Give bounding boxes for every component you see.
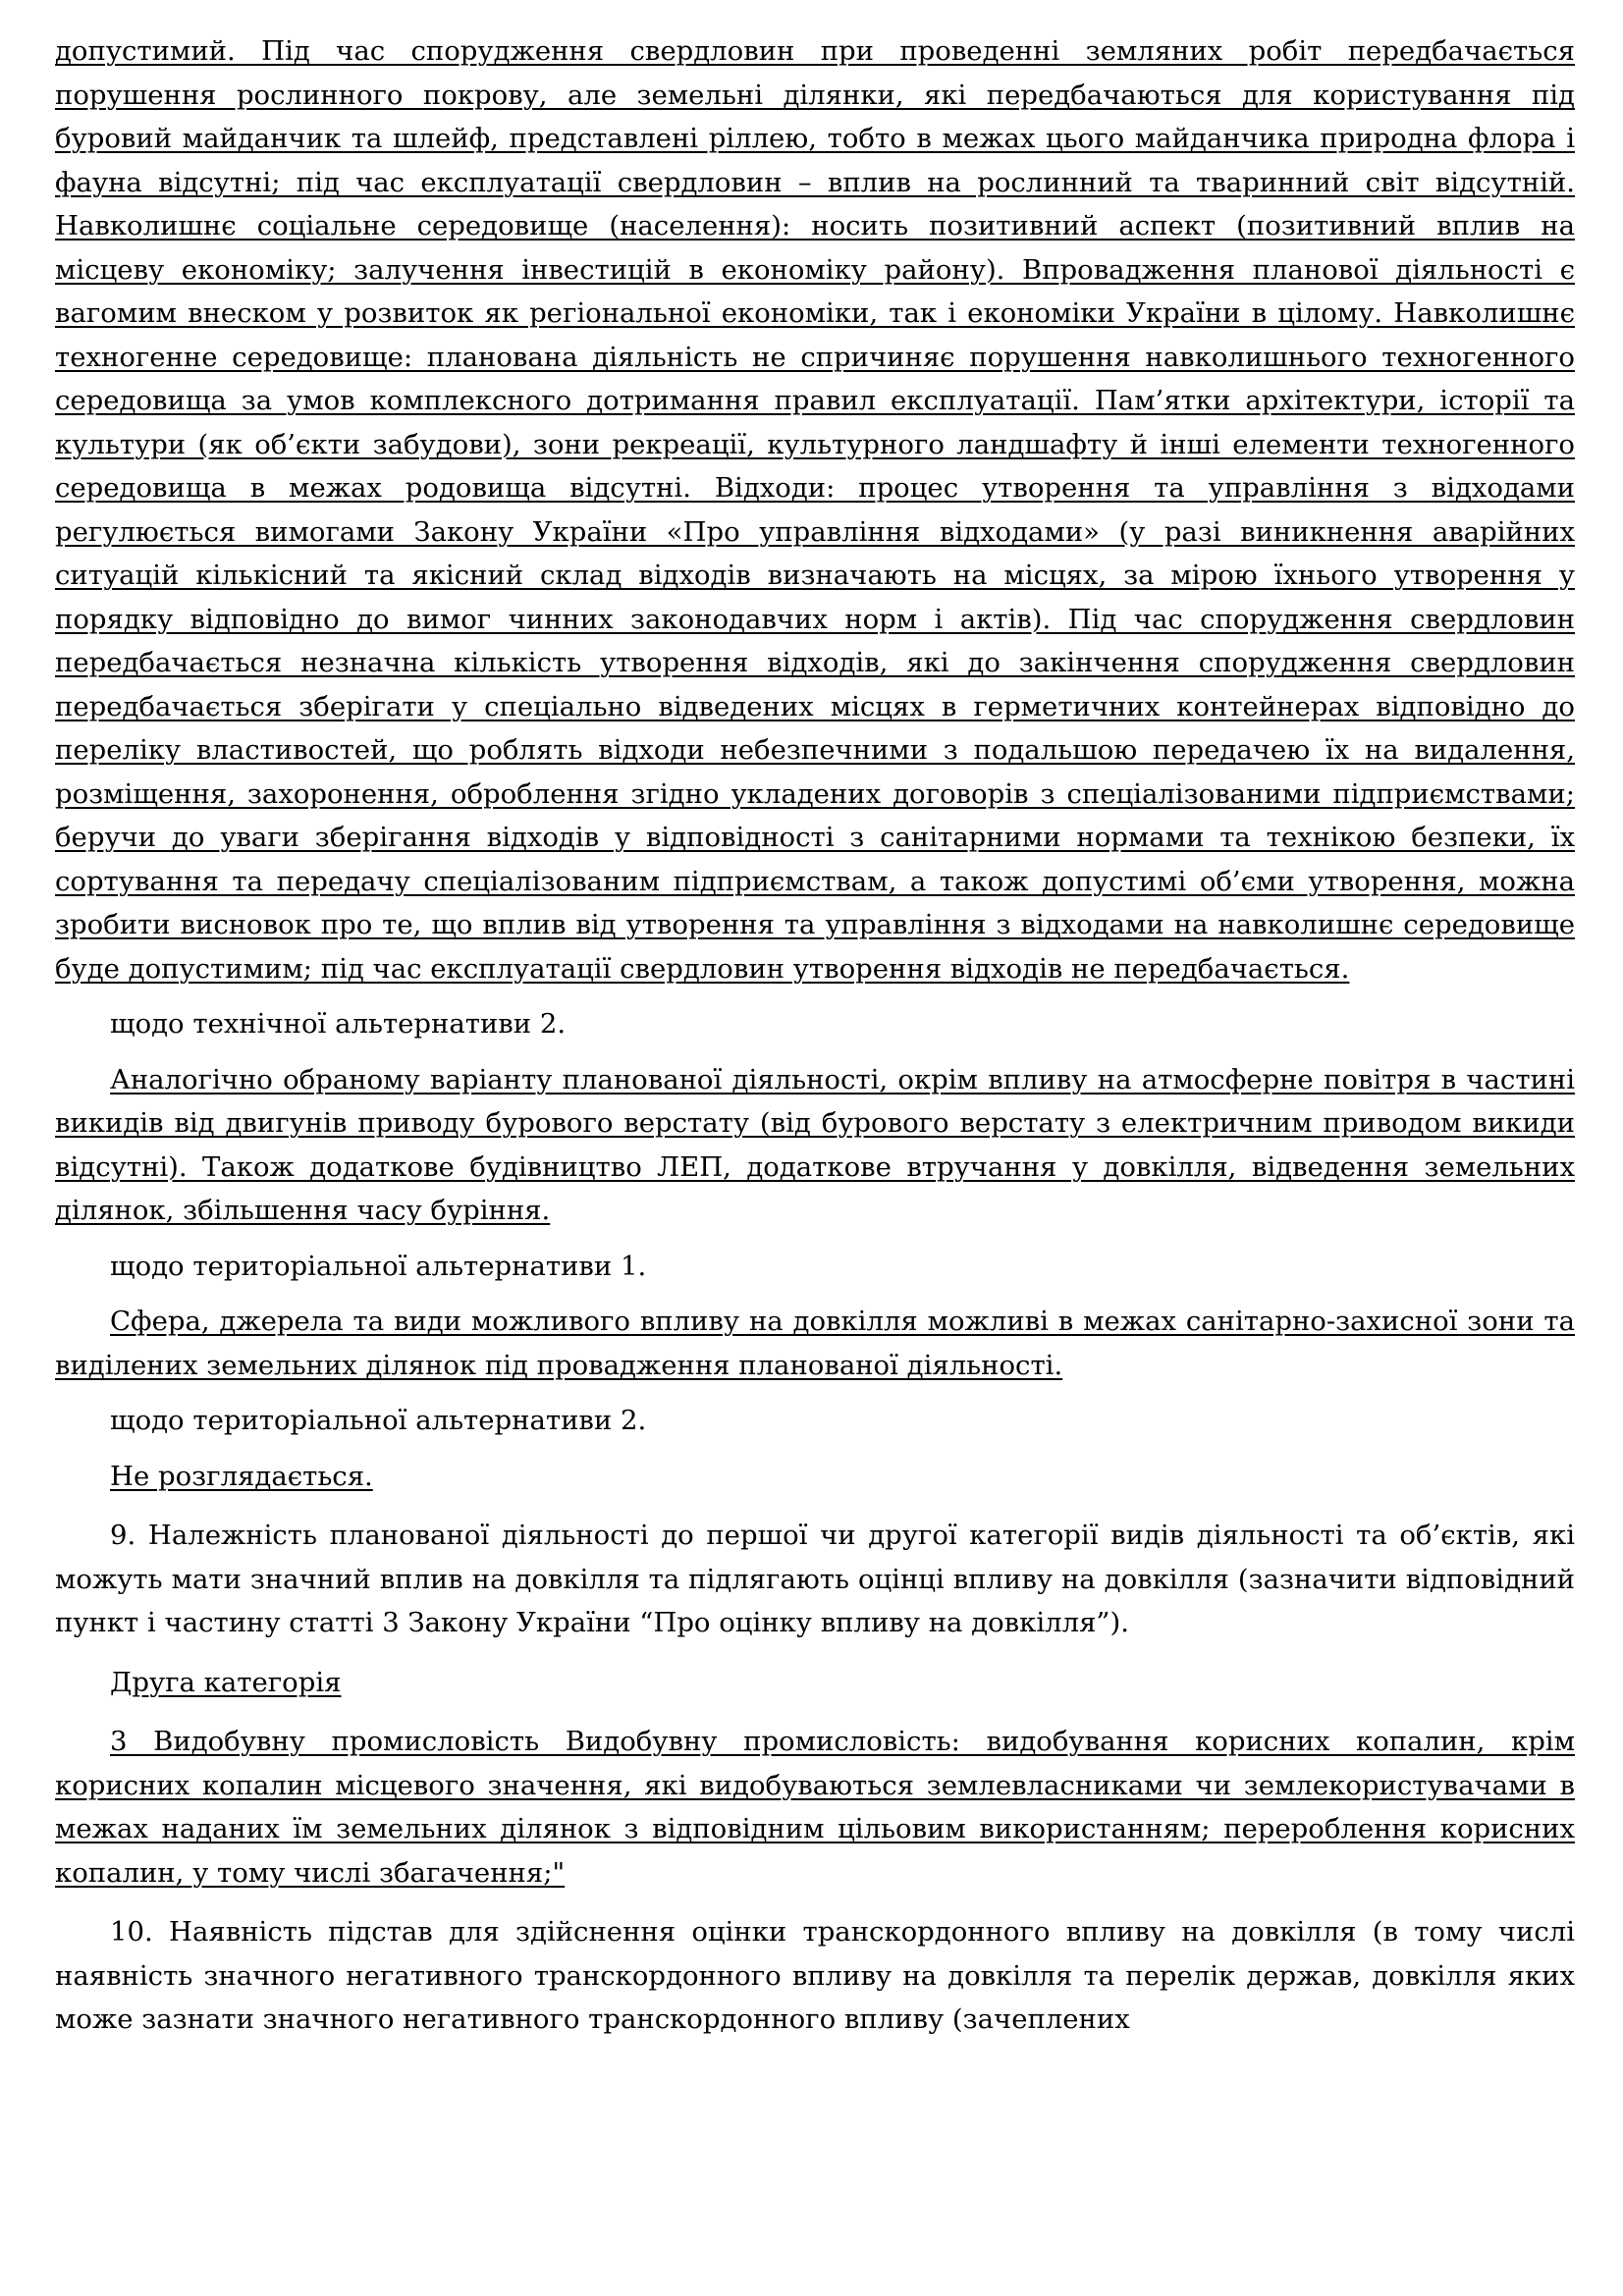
paragraph-category-description: [55, 1720, 1575, 1895]
paragraph-technical-alternative-2: [55, 1058, 1575, 1233]
paragraph-territorial-alternative-1: [55, 1300, 1575, 1387]
category-label: [55, 1661, 1575, 1705]
territorial-alternative-2-text: Не розглядається.: [110, 1460, 373, 1492]
category-text: Друга категорія: [110, 1666, 342, 1698]
label-technical-alternative-2: щодо технічної альтернативи 2.: [110, 1008, 567, 1040]
label-territorial-alternative-1: щодо територіальної альтернативи 1.: [110, 1250, 647, 1282]
paragraph-environmental-impact: [55, 29, 1575, 990]
document-page: [55, 29, 1575, 2042]
impact-text: допустимий. Під час спорудження свердловин при проведенні земляних робіт передбачається порушення рослинного покрову, але земельні ділянки, які передбачаються для користування під буровий майданчик та шлейф, представлені ріллею, тобто в межах цього майданчика природна флора і фауна відсутні; під час експлуатації свердловин – вплив на рослинний та тваринний світ відсутній. Навколишнє соціальне середовище (населення): носить позитивний аспект (позитивний вплив на місцеву економіку; залучення інвестицій в економіку району). Впровадження планової діяльності є вагомим внеском у розвиток як регіональної економіки, так і економіки України в цілому. Навколишнє техногенне середовище: планована діяльність не спричиняє порушення навколишнього техногенного середовища за умов комплексного дотримання правил експлуатації. Пам’ятки архітектури, історії та культури (як об’єкти забудови), зони рекреації, культурного ландшафту й інші елементи техногенного середовища в межах родовища відсутні. Відходи: процес утворення та управління з відходами регулюється вимогами Закону України «Про управління відходами» (у разі виникнення аварійних ситуацій кількісний та якісний склад відходів визначають на місцях, за мірою їхнього утворення у порядку відповідно до вимог чинних законодавчих норм і актів). Під час спорудження свердловин передбачається незначна кількість утворення відходів, які до закінчення спорудження свердловин передбачається зберігати у спеціально відведених місцях в герметичних контейнерах відповідно до переліку властивостей, що роблять відходи небезпечними з подальшою передачею їх на видалення, розміщення, захоронення, оброблення згідно укладених договорів з спеціалізованими підприємствами; беручи до уваги зберігання відходів у відповідності з санітарними нормами та технікою безпеки, їх сортування та передачу спеціалізованим підприємствам, а також допустимі об’єми утворення, можна зробити висновок про те, що вплив від утворення та управління з відходами на навколишнє середовище буде допустимим; під час експлуатації свердловин утворення відходів не передбачається.: [55, 35, 1575, 985]
label-territorial-alternative-2: щодо територіальної альтернативи 2.: [110, 1405, 647, 1436]
territorial-alternative-1-text: Сфера, джерела та види можливого впливу на довкілля можливі в межах санітарно-захисної зони та виділених земельних ділянок під провадження планованої діяльності.: [55, 1306, 1575, 1381]
section-10-heading: 10. Наявність підстав для здійснення оцінки транскордонного впливу на довкілля (в тому числі наявність значного негативного транскордонного впливу на довкілля та перелік держав, довкілля яких може зазнати значного негативного транскордонного впливу (зачеплених: [55, 1916, 1575, 2035]
category-description-text: 3 Видобувну промисловість Видобувну промисловість: видобування корисних копалин, крім корисних копалин місцевого значення, які видобуваються землевласниками чи землекористувачами в межах наданих їм земельних ділянок з відповідним цільовим використанням; перероблення корисних копалин, у тому числі збагачення;": [55, 1726, 1575, 1889]
paragraph-territorial-alternative-2: [55, 1455, 1575, 1499]
technical-alternative-2-text: Аналогічно обраному варіанту планованої діяльності, окрім впливу на атмосферне повітря в частині викидів від двигунів приводу бурового верстату (від бурового верстату з електричним приводом викиди відсутні). Також додаткове будівництво ЛЕП, додаткове втручання у довкілля, відведення земельних ділянок, збільшення часу буріння.: [55, 1063, 1575, 1226]
section-9-heading: 9. Належність планованої діяльності до першої чи другої категорії видів діяльності та об’єктів, які можуть мати значний вплив на довкілля та підлягають оцінці впливу на довкілля (зазначити відповідний пункт і частину статті 3 Закону України “Про оцінку впливу на довкілля”).: [55, 1520, 1575, 1638]
